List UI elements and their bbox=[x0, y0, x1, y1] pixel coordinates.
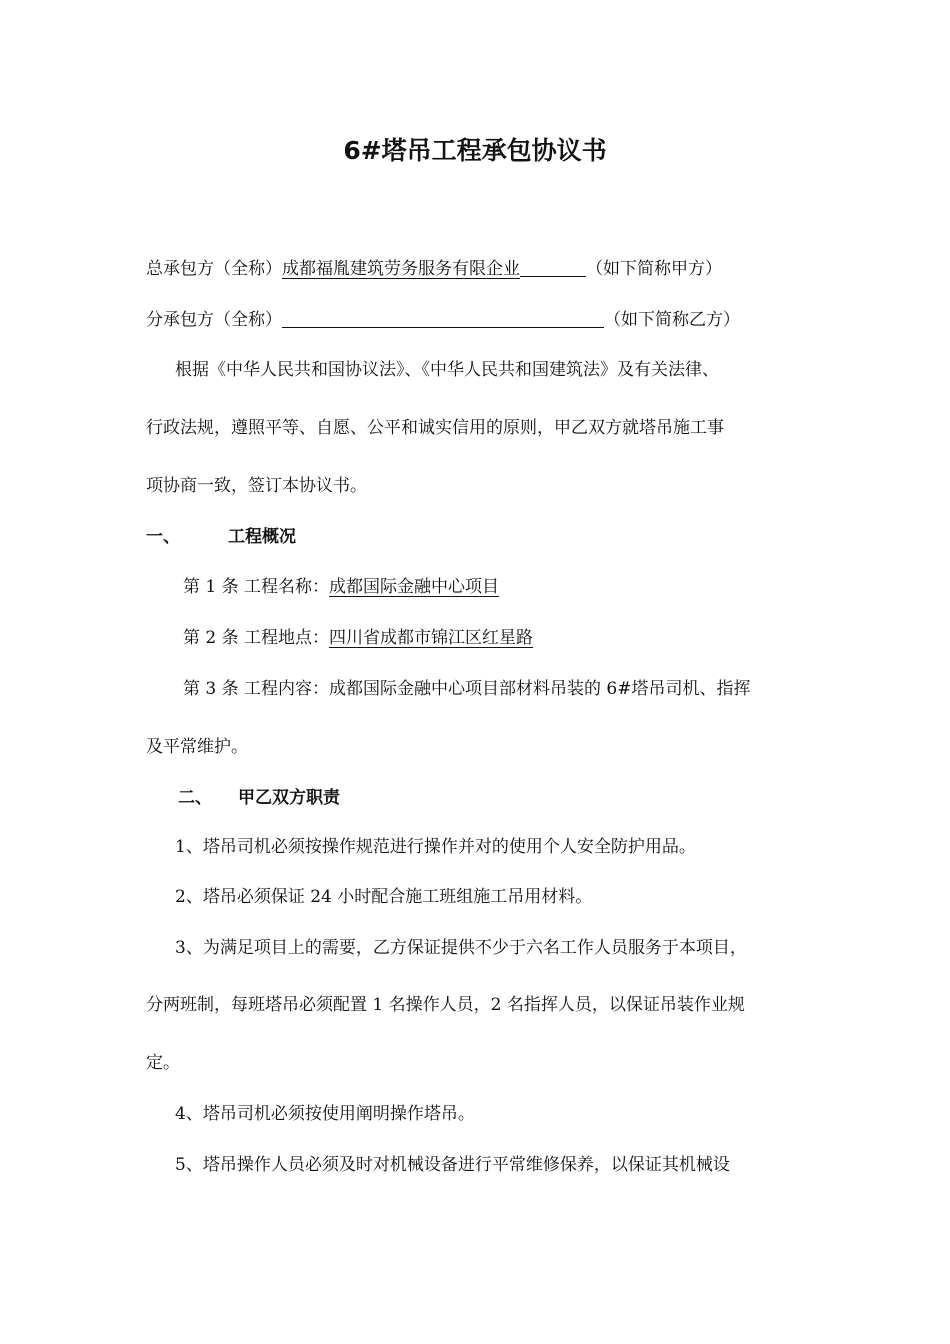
section-2-heading bbox=[178, 786, 340, 810]
duty-item-3-cont-1: 分两班制，每班塔吊必须配置 1 名操作人员，2 名指挥人员，以保证吊装作业规 bbox=[146, 995, 745, 1015]
article-2-label: 第 2 条 工程地点： bbox=[183, 628, 330, 648]
preamble-line-1: 根据《中华人民共和国协议法》、《中华人民共和国建筑法》及有关法律、 bbox=[175, 360, 719, 380]
party-b-suffix: （如下简称乙方） bbox=[604, 310, 740, 330]
party-a-line bbox=[146, 257, 722, 281]
preamble-line-3: 项协商一致，签订本协议书。 bbox=[146, 476, 367, 496]
duty-item-2: 2、塔吊必须保证 24 小时配合施工班组施工吊用材料。 bbox=[175, 887, 593, 907]
article-3 bbox=[183, 677, 751, 701]
party-b-line bbox=[146, 308, 740, 332]
party-b-label: 分承包方（全称） bbox=[146, 310, 282, 330]
duty-item-4: 4、塔吊司机必须按使用阐明操作塔吊。 bbox=[175, 1104, 475, 1124]
article-2-value: 四川省成都市锦江区红星路 bbox=[329, 628, 534, 648]
party-b-name-blank bbox=[282, 308, 604, 328]
article-1-label: 第 1 条 工程名称： bbox=[183, 577, 330, 597]
article-3-continuation: 及平常维护。 bbox=[146, 737, 248, 757]
article-1-value: 成都国际金融中心项目 bbox=[329, 577, 500, 597]
duty-item-5: 5、塔吊操作人员必须及时对机械设备进行平常维修保养，以保证其机械设 bbox=[175, 1155, 730, 1175]
preamble-line-2: 行政法规，遵照平等、自愿、公平和诚实信用的原则，甲乙双方就塔吊施工事 bbox=[146, 418, 724, 438]
party-a-suffix: （如下简称甲方） bbox=[586, 259, 722, 279]
duty-item-3-cont-2: 定。 bbox=[146, 1053, 180, 1073]
party-a-underline-fill bbox=[520, 257, 586, 277]
section-1-number: 一、 bbox=[146, 527, 180, 547]
article-1 bbox=[183, 575, 499, 599]
article-3-value: 成都国际金融中心项目部材料吊装的 6#塔吊司机、指挥 bbox=[329, 679, 751, 699]
party-a-name: 成都福胤建筑劳务服务有限企业 bbox=[282, 259, 520, 279]
article-3-label: 第 3 条 工程内容： bbox=[183, 679, 330, 699]
section-1-title: 工程概况 bbox=[228, 527, 296, 547]
duty-item-1: 1、塔吊司机必须按操作规范进行操作并对的使用个人安全防护用品。 bbox=[175, 837, 696, 857]
section-2-number: 二、 bbox=[178, 788, 212, 808]
duty-item-3: 3、为满足项目上的需要，乙方保证提供不少于六名工作人员服务于本项目， bbox=[175, 938, 747, 958]
article-2 bbox=[183, 626, 533, 650]
document-title: 6#塔吊工程承包协议书 bbox=[343, 136, 607, 165]
section-1-heading bbox=[146, 525, 296, 549]
section-2-title: 甲乙双方职责 bbox=[238, 788, 340, 808]
party-a-label: 总承包方（全称） bbox=[146, 259, 282, 279]
